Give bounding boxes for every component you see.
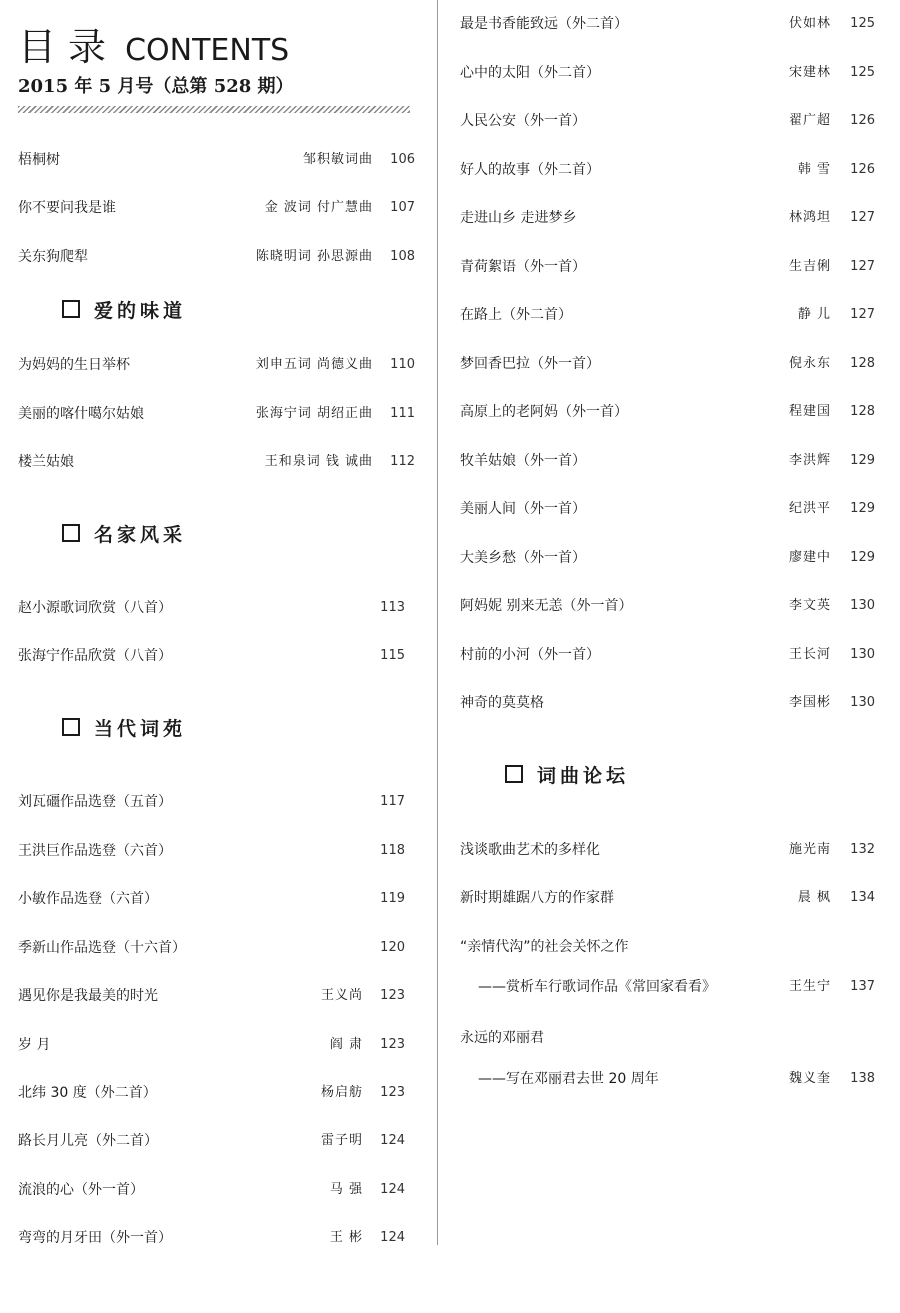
toc-entry[interactable] — [460, 692, 875, 714]
entry-authors: 伏如林 — [788, 16, 831, 31]
entry-page: 113 — [380, 600, 405, 615]
toc-entry[interactable] — [460, 839, 875, 861]
entry-authors: 李国彬 — [788, 695, 831, 710]
entry-page: 115 — [380, 648, 405, 663]
page-title — [18, 16, 289, 71]
entry-authors: 魏义奎 — [788, 1071, 831, 1086]
section-heading — [62, 298, 186, 324]
toc-entry[interactable] — [18, 149, 415, 171]
entry-subtitle: ——写在邓丽君去世 20 周年 — [478, 1071, 659, 1087]
entry-page: 125 — [850, 16, 875, 31]
issue-info: 2015 年 5 月号（总第 528 期） — [18, 76, 294, 97]
toc-entry[interactable] — [18, 937, 415, 959]
entry-title: 大美乡愁（外一首） — [460, 550, 586, 566]
checkbox-square-icon — [505, 765, 523, 783]
entry-authors: 林鸿坦 — [788, 210, 831, 225]
section-heading — [62, 522, 186, 548]
entry-title: 人民公安（外一首） — [460, 113, 586, 129]
toc-entry[interactable] — [18, 888, 415, 910]
toc-entry[interactable] — [18, 1227, 415, 1249]
toc-entry[interactable] — [18, 451, 415, 473]
entry-authors: 张海宁词 胡绍正曲 — [255, 406, 373, 421]
toc-entry[interactable] — [460, 644, 875, 666]
entry-title: 心中的太阳（外二首） — [460, 65, 600, 81]
toc-entry[interactable] — [460, 401, 875, 423]
toc-entry[interactable] — [460, 887, 875, 909]
entry-page: 127 — [850, 307, 875, 322]
column-divider — [437, 0, 438, 1245]
entry-page: 112 — [390, 454, 415, 469]
entry-page: 120 — [380, 940, 405, 955]
entry-authors: 王生宁 — [788, 979, 831, 994]
entry-title: 神奇的莫莫格 — [460, 695, 544, 711]
entry-title: 最是书香能致远（外二首） — [460, 16, 628, 32]
toc-entry[interactable] — [18, 354, 415, 376]
entry-title: 阿妈妮 别来无恙（外一首） — [460, 598, 633, 614]
entry-page: 124 — [380, 1230, 405, 1245]
entry-authors: 阎 肃 — [329, 1037, 363, 1052]
entry-authors: 邹积敏词曲 — [302, 152, 373, 167]
entry-authors: 纪洪平 — [788, 501, 831, 516]
toc-entry[interactable] — [460, 256, 875, 278]
toc-entry[interactable] — [18, 1179, 415, 1201]
entry-title: 遇见你是我最美的时光 — [18, 988, 158, 1004]
entry-title: 楼兰姑娘 — [18, 454, 74, 470]
toc-entry[interactable] — [460, 110, 875, 132]
entry-authors: 翟广超 — [788, 113, 831, 128]
entry-page: 138 — [850, 1071, 875, 1086]
toc-entry[interactable] — [18, 791, 415, 813]
entry-page: 130 — [850, 695, 875, 710]
hatched-rule — [18, 106, 410, 113]
entry-title: 关东狗爬犁 — [18, 249, 88, 265]
entry-page: 130 — [850, 647, 875, 662]
entry-authors: 刘申五词 尚德义曲 — [255, 357, 373, 372]
entry-page: 106 — [390, 152, 415, 167]
entry-authors: 李洪辉 — [788, 453, 831, 468]
toc-entry[interactable] — [460, 159, 875, 181]
toc-entry[interactable] — [460, 207, 875, 229]
entry-page: 126 — [850, 162, 875, 177]
toc-entry[interactable] — [18, 645, 415, 667]
toc-entry[interactable] — [18, 246, 415, 268]
entry-page: 110 — [390, 357, 415, 372]
entry-page: 111 — [390, 406, 415, 421]
entry-authors: 晨 枫 — [797, 890, 831, 905]
entry-title: 张海宁作品欣赏（八首） — [18, 648, 172, 664]
section-title: 名家风采 — [94, 524, 187, 546]
entry-title: 青荷絮语（外一首） — [460, 259, 586, 275]
entry-page: 128 — [850, 404, 875, 419]
entry-page: 129 — [850, 550, 875, 565]
entry-page: 126 — [850, 113, 875, 128]
toc-entry[interactable] — [460, 498, 875, 520]
entry-page: 127 — [850, 259, 875, 274]
toc-entry[interactable] — [460, 595, 875, 617]
entry-page: 129 — [850, 453, 875, 468]
entry-title: 新时期雄踞八方的作家群 — [460, 890, 614, 906]
toc-entry[interactable] — [18, 197, 415, 219]
entry-authors: 韩 雪 — [797, 162, 831, 177]
entry-title: 为妈妈的生日举杯 — [18, 357, 130, 373]
entry-page: 123 — [380, 1037, 405, 1052]
entry-title: 在路上（外二首） — [460, 307, 572, 323]
toc-entry[interactable] — [18, 1034, 415, 1056]
title-chinese: 目录 — [18, 25, 119, 69]
entry-authors: 生吉俐 — [788, 259, 831, 274]
entry-title: 赵小源歌词欣赏（八首） — [18, 600, 172, 616]
entry-page: 107 — [390, 200, 415, 215]
entry-title: 流浪的心（外一首） — [18, 1182, 144, 1198]
entry-authors: 静 儿 — [797, 307, 831, 322]
entry-authors: 王义尚 — [320, 988, 363, 1003]
checkbox-square-icon — [62, 300, 80, 318]
entry-title: 小敏作品选登（六首） — [18, 891, 158, 907]
entry-page: 123 — [380, 1085, 405, 1100]
entry-page: 134 — [850, 890, 875, 905]
title-english: CONTENTS — [125, 33, 290, 68]
entry-page: 124 — [380, 1133, 405, 1148]
entry-title: 王洪巨作品选登（六首） — [18, 843, 172, 859]
checkbox-square-icon — [62, 718, 80, 736]
entry-authors: 王和泉词 钱 诚曲 — [264, 454, 373, 469]
toc-entry[interactable] — [18, 597, 415, 619]
entry-title: 弯弯的月牙田（外一首） — [18, 1230, 172, 1246]
entry-title: 你不要问我是谁 — [18, 200, 116, 216]
toc-entry[interactable] — [18, 840, 415, 862]
entry-authors: 宋建林 — [788, 65, 831, 80]
toc-entry[interactable] — [18, 1130, 415, 1152]
entry-page: 117 — [380, 794, 405, 809]
entry-title: 美丽人间（外一首） — [460, 501, 586, 517]
entry-title: 路长月儿亮（外二首） — [18, 1133, 158, 1149]
entry-title: 走进山乡 走进梦乡 — [460, 210, 577, 226]
entry-authors: 雷子明 — [320, 1133, 363, 1148]
entry-title: 梦回香巴拉（外一首） — [460, 356, 600, 372]
section-title: 爱的味道 — [94, 300, 187, 322]
entry-page: 130 — [850, 598, 875, 613]
entry-title: 牧羊姑娘（外一首） — [460, 453, 586, 469]
section-heading — [505, 763, 629, 789]
entry-authors: 程建国 — [788, 404, 831, 419]
entry-page: 132 — [850, 842, 875, 857]
entry-authors: 马 强 — [329, 1182, 363, 1197]
entry-page: 129 — [850, 501, 875, 516]
entry-title: 北纬 30 度（外二首） — [18, 1085, 157, 1101]
toc-entry[interactable] — [460, 450, 875, 472]
entry-authors: 王 彬 — [329, 1230, 363, 1245]
entry-authors: 王长河 — [788, 647, 831, 662]
entry-page: 123 — [380, 988, 405, 1003]
entry-page: 124 — [380, 1182, 405, 1197]
entry-authors: 李文英 — [788, 598, 831, 613]
entry-title: “亲情代沟”的社会关怀之作 — [460, 939, 629, 955]
entry-authors: 陈晓明词 孙思源曲 — [255, 249, 373, 264]
toc-entry[interactable] — [460, 353, 875, 375]
entry-title: 浅谈歌曲艺术的多样化 — [460, 842, 600, 858]
entry-authors: 倪永东 — [788, 356, 831, 371]
entry-title: 岁 月 — [18, 1037, 51, 1053]
entry-page: 137 — [850, 979, 875, 994]
entry-title: 高原上的老阿妈（外一首） — [460, 404, 628, 420]
toc-entry-subtitle[interactable] — [460, 976, 875, 998]
toc-entry[interactable] — [18, 985, 415, 1007]
entry-title: 永远的邓丽君 — [460, 1030, 544, 1046]
entry-authors: 施光南 — [788, 842, 831, 857]
toc-entry[interactable] — [460, 547, 875, 569]
section-heading — [62, 716, 186, 742]
entry-title: 好人的故事（外二首） — [460, 162, 600, 178]
checkbox-square-icon — [62, 524, 80, 542]
toc-entry[interactable] — [460, 936, 875, 958]
entry-page: 125 — [850, 65, 875, 80]
entry-title: 梧桐树 — [18, 152, 60, 168]
section-title: 词曲论坛 — [537, 765, 630, 787]
entry-title: 村前的小河（外一首） — [460, 647, 600, 663]
entry-title: 刘瓦礓作品选登（五首） — [18, 794, 172, 810]
entry-authors: 杨启舫 — [320, 1085, 363, 1100]
entry-authors: 金 波词 付广慧曲 — [264, 200, 373, 215]
entry-page: 119 — [380, 891, 405, 906]
toc-entry[interactable] — [460, 304, 875, 326]
entry-subtitle: ——赏析车行歌词作品《常回家看看》 — [478, 979, 716, 995]
entry-title: 季新山作品选登（十六首） — [18, 940, 186, 956]
entry-page: 127 — [850, 210, 875, 225]
toc-entry-subtitle[interactable] — [460, 1068, 875, 1090]
entry-page: 128 — [850, 356, 875, 371]
entry-authors: 廖建中 — [788, 550, 831, 565]
toc-entry[interactable] — [460, 13, 875, 35]
entry-page: 108 — [390, 249, 415, 264]
toc-entry[interactable] — [18, 1082, 415, 1104]
toc-entry[interactable] — [460, 1027, 875, 1049]
section-title: 当代词苑 — [94, 718, 187, 740]
entry-title: 美丽的喀什噶尔姑娘 — [18, 406, 144, 422]
toc-entry[interactable] — [18, 403, 415, 425]
entry-page: 118 — [380, 843, 405, 858]
toc-entry[interactable] — [460, 62, 875, 84]
